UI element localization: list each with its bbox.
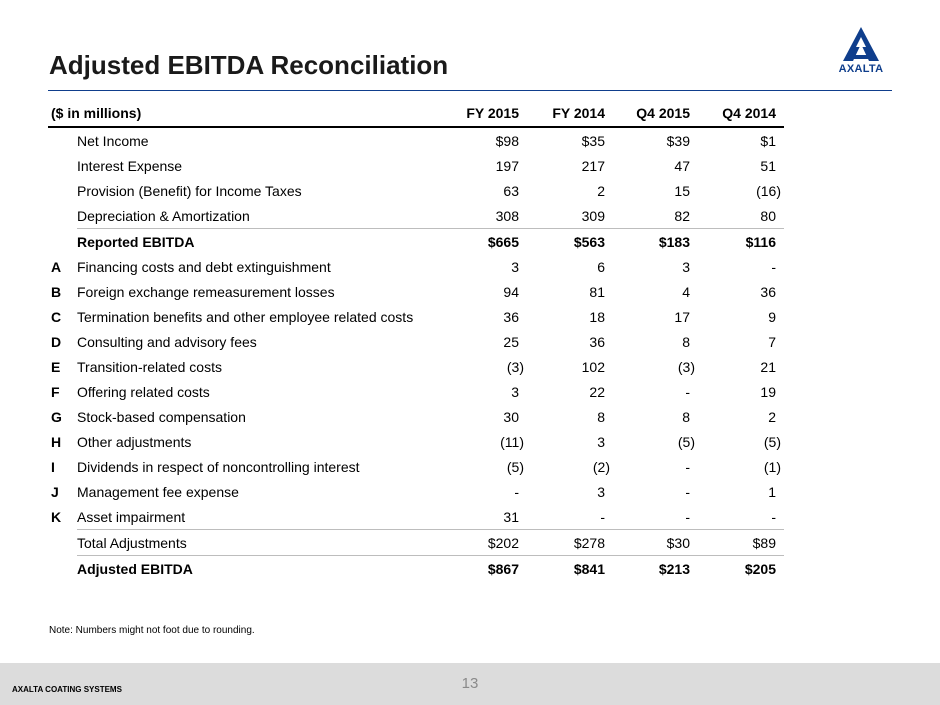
row-letter: E [51,358,61,375]
row-value: $98 [495,132,519,149]
row-value: 308 [495,207,519,224]
table-row [48,203,784,229]
rounding-note: Note: Numbers might not foot due to rounding. [49,625,255,636]
table-row [48,429,784,454]
row-value: 30 [503,408,519,425]
logo-wordmark: AXALTA [838,63,884,75]
row-label: Transition-related costs [77,358,222,375]
row-letter: A [51,258,62,275]
row-value: 25 [503,333,519,350]
row-letter [48,178,77,203]
row-value: 22 [589,383,605,400]
row-value: 6 [597,258,605,275]
table-row [48,404,784,429]
row-value: 3 [511,383,519,400]
footer-company: AXALTA COATING SYSTEMS [12,685,122,694]
table-row [48,354,784,379]
row-label: Depreciation & Amortization [77,207,250,224]
row-value: 8 [682,408,690,425]
row-value: 309 [581,207,605,224]
row-value: $1 [760,132,776,149]
row-value: 102 [581,358,605,375]
row-value: 1 [768,483,776,500]
row-label: Financing costs and debt extinguishment [77,258,331,275]
row-letter [48,127,77,153]
row-value: $213 [613,556,698,582]
row-value: - [685,383,690,400]
row-value: 80 [760,207,776,224]
row-value: 19 [760,383,776,400]
row-value: 21 [760,358,776,375]
row-value: (3) [506,358,524,375]
row-value: $205 [698,556,784,582]
row-value: 17 [674,308,690,325]
header-fy2015: FY 2015 [447,100,527,127]
page-title: Adjusted EBITDA Reconciliation [49,50,449,80]
header-fy2014: FY 2014 [527,100,613,127]
table-row [48,279,784,304]
table-row [48,178,784,203]
row-value: 4 [682,283,690,300]
row-value: (5) [677,433,695,450]
row-value: $563 [527,229,613,255]
row-value: 81 [589,283,605,300]
axalta-logo [829,25,893,75]
row-label: Foreign exchange remeasurement losses [77,283,335,300]
row-label: Reported EBITDA [77,229,447,255]
row-value: 63 [503,182,519,199]
row-value: $202 [447,530,527,556]
row-label: Consulting and advisory fees [77,333,257,350]
row-label: Dividends in respect of noncontrolling interest [77,458,360,475]
row-value: (11) [500,433,524,450]
row-letter [48,229,77,255]
row-value: $183 [613,229,698,255]
row-letter: G [51,408,62,425]
table-row [48,254,784,279]
row-value: (5) [763,433,781,450]
row-label: Other adjustments [77,433,192,450]
row-letter [48,556,77,582]
row-value: $841 [527,556,613,582]
row-value: 2 [597,182,605,199]
row-label: Adjusted EBITDA [77,556,447,582]
row-value: - [771,508,776,525]
table-row [48,454,784,479]
title-divider [48,90,892,91]
row-label: Provision (Benefit) for Income Taxes [77,182,302,199]
row-value: 3 [682,258,690,275]
row-label: Management fee expense [77,483,239,500]
row-value: 18 [589,308,605,325]
row-label: Termination benefits and other employee related costs [77,308,414,325]
table-row [48,304,784,329]
row-value: 197 [495,157,519,174]
header-q42015: Q4 2015 [613,100,698,127]
row-value: (1) [763,458,781,475]
row-value: $278 [527,530,613,556]
row-value: $116 [698,229,784,255]
row-letter: F [51,383,60,400]
table-row [48,504,784,530]
row-value: - [600,508,605,525]
row-label: Net Income [77,132,149,149]
row-letter [48,530,77,556]
row-letter: K [51,508,62,525]
row-letter: B [51,283,62,300]
row-value: - [771,258,776,275]
row-value: $30 [613,530,698,556]
row-letter: H [51,433,62,450]
row-value: 36 [503,308,519,325]
row-value: 47 [674,157,690,174]
row-value: 31 [503,508,519,525]
row-value: (16) [756,182,781,199]
row-value: (2) [592,458,610,475]
row-value: 51 [760,157,776,174]
row-letter [48,203,77,229]
row-value: $39 [666,132,690,149]
row-value: $867 [447,556,527,582]
row-value: 36 [760,283,776,300]
row-value: 7 [768,333,776,350]
table-row [48,479,784,504]
row-value: 3 [597,433,605,450]
row-label: Offering related costs [77,383,210,400]
footer-bar [0,663,940,705]
row-value: - [685,483,690,500]
table-row [48,153,784,178]
row-value: 94 [503,283,519,300]
row-letter: D [51,333,62,350]
table-row [48,379,784,404]
row-label: Total Adjustments [77,530,447,556]
row-value: $665 [447,229,527,255]
table-header-row [48,100,784,127]
axalta-logo-icon [829,25,893,63]
table-row [48,229,784,255]
row-value: (3) [677,358,695,375]
row-value: 36 [589,333,605,350]
header-units: ($ in millions) [48,100,447,127]
row-label: Interest Expense [77,157,183,174]
row-letter: J [51,483,59,500]
row-value: 15 [674,182,690,199]
row-letter [48,153,77,178]
row-value: $35 [581,132,605,149]
table-row [48,556,784,582]
row-label: Stock-based compensation [77,408,246,425]
row-value: - [514,483,519,500]
row-value: 217 [581,157,605,174]
row-letter: I [51,458,55,475]
row-value: 8 [682,333,690,350]
table-row [48,530,784,556]
row-value: 8 [597,408,605,425]
table-row [48,329,784,354]
header-q42014: Q4 2014 [698,100,784,127]
row-value: 82 [674,207,690,224]
row-value: - [685,458,690,475]
row-label: Asset impairment [77,508,186,525]
row-letter: C [51,308,62,325]
row-value: 3 [597,483,605,500]
row-value: - [685,508,690,525]
ebitda-table [48,100,784,581]
row-value: 2 [768,408,776,425]
table-row [48,127,784,153]
page-number: 13 [461,675,479,692]
row-value: 3 [511,258,519,275]
row-value: 9 [768,308,776,325]
row-value: (5) [506,458,524,475]
row-value: $89 [698,530,784,556]
